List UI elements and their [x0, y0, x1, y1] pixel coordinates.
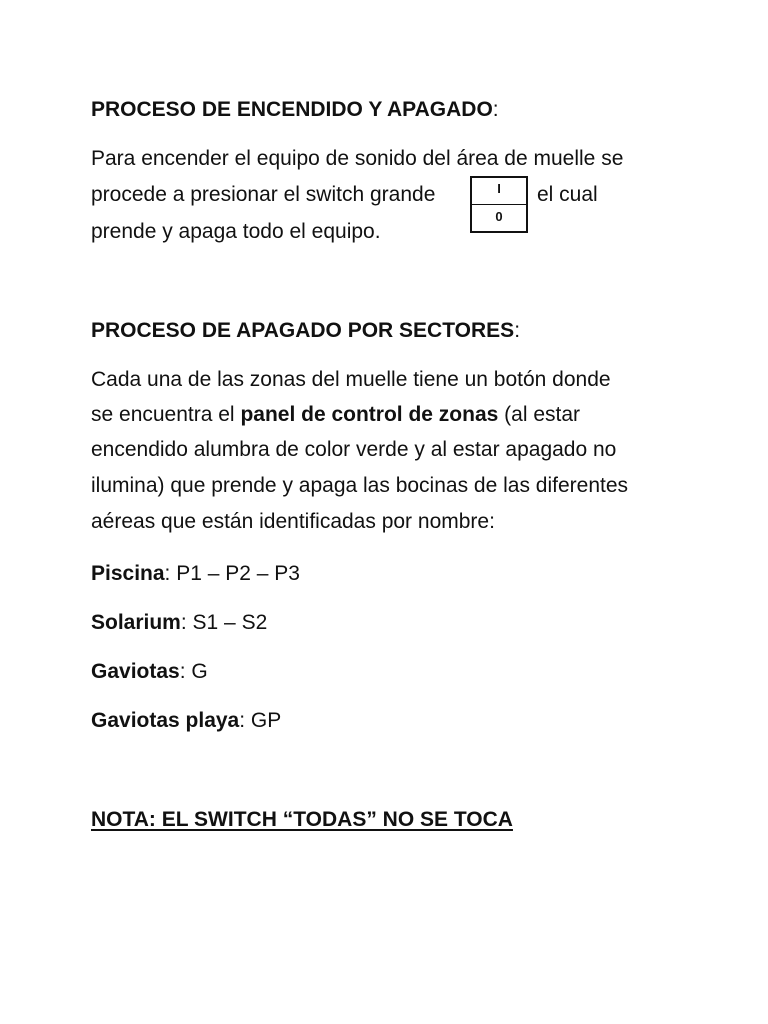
zone-item	[91, 658, 208, 686]
paragraph-line-continuation: el cual	[537, 183, 598, 206]
zone-name: Gaviotas playa	[91, 709, 240, 732]
zone-item	[91, 560, 300, 588]
paragraph-line	[91, 401, 580, 429]
switch-off-label: 0	[495, 209, 503, 224]
paragraph-line: Para encender el equipo de sonido del área de muelle se	[91, 147, 624, 170]
section-heading-encendido	[91, 96, 499, 124]
zone-codes: : P1 – P2 – P3	[164, 562, 300, 585]
switch-diagram	[470, 176, 528, 233]
zone-item	[91, 707, 281, 735]
paragraph-line: prende y apaga todo el equipo.	[91, 220, 381, 243]
heading-colon: :	[492, 98, 499, 121]
zone-name: Solarium	[91, 611, 181, 634]
bold-phrase: panel de control de zonas	[240, 403, 499, 426]
heading-text: PROCESO DE ENCENDIDO Y APAGADO	[91, 98, 493, 121]
paragraph-line: Cada una de las zonas del muelle tiene un botón donde	[91, 368, 611, 391]
paragraph-line: ilumina) que prende y apaga las bocinas de las diferentes	[91, 474, 629, 497]
paragraph-text: se encuentra el	[91, 403, 241, 426]
heading-colon: :	[514, 319, 521, 342]
note-text: NOTA: EL SWITCH “TODAS” NO SE TOCA	[91, 808, 513, 831]
switch-divider	[472, 204, 526, 205]
zone-codes: : S1 – S2	[180, 611, 268, 634]
paragraph-line: encendido alumbra de color verde y al estar apagado no	[91, 438, 617, 461]
paragraph-text: (al estar	[498, 403, 581, 426]
zone-name: Gaviotas	[91, 660, 180, 683]
paragraph-line: aéreas que están identificadas por nombre:	[91, 510, 495, 533]
zone-name: Piscina	[91, 562, 165, 585]
section-heading-sectores	[91, 317, 520, 345]
heading-text: PROCESO DE APAGADO POR SECTORES	[91, 319, 515, 342]
paragraph-line: procede a presionar el switch grande	[91, 183, 436, 206]
zone-codes: : GP	[239, 709, 282, 732]
zone-item	[91, 609, 267, 637]
zone-codes: : G	[179, 660, 208, 683]
switch-on-label: I	[497, 181, 501, 196]
